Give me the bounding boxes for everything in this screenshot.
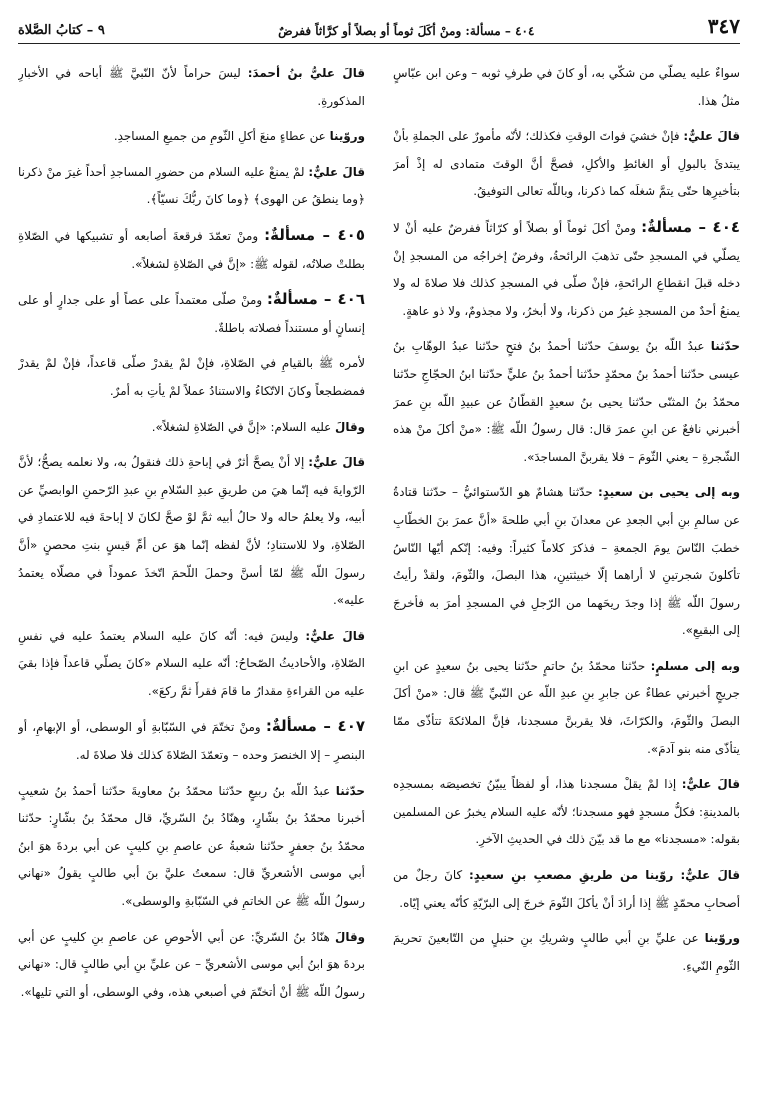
paragraph-text: عبدُ اللّه بنُ ربيعٍ حدّثنا محمّدُ بنُ معاويةَ حدّثنا أحمدُ بنُ شعيبٍ أخبرنا محمّدُ بنُ بشّارٍ، وهنّادُ بنُ السّريِّ، قال محمّدُ بنُ بشّارٍ: حدّثنا محمّدُ بنُ جعفرٍ حدّثنا شعبةُ عن عاصمِ بنِ كليبٍ عن أبي بردةَ هوَ ابنُ أبي موسى الأشعريِّ قال: سمعتُ عليَّ بنَ أبي طالبٍ يقولُ «نهاني رسولُ اللّه ﷺ عن الخاتمِ في السّبّابةِ والوسطى». (18, 783, 365, 909)
lead-phrase: حدّثنا (335, 783, 365, 798)
issue-heading: ٤٠٤ – مسألةٌ: (641, 217, 740, 236)
paragraph (18, 623, 365, 706)
lead-phrase: قالَ عليٌّ: (681, 777, 740, 792)
paragraph (393, 214, 740, 325)
lead-phrase: وروّينا (329, 129, 365, 144)
paragraph-text: لأمره ﷺ بالقيامِ في الصّلاةِ، فإنْ لمْ يقدرْ صلّى قاعداً، فإنْ لمْ يقدرْ فمضطجعاً وكانَ الاتّكاءُ والاستنادُ عملاً لمْ يأتِ به أمرٌ. (18, 356, 365, 398)
paragraph-text: كانَ رجلٌ من أصحابِ محمّدٍ ﷺ إذا أرادَ أنْ يأكلَ الثّومَ خرجَ إلى البرّيّةِ كأنّه يعني إيّاه. (393, 868, 740, 910)
paragraph-text: ومنْ تعمّدَ فرقعةَ أصابعه أو تشبيكها في الصّلاةِ بطلتْ صلاتُه، لقوله ﷺ: «إنَّ في الصّلاةِ لشغلاً». (18, 228, 365, 271)
paragraph (393, 479, 740, 645)
book-title: ٩ – كتابُ الصَّلاة (18, 23, 105, 38)
paragraph (393, 862, 740, 917)
lead-phrase: وروّينا (704, 931, 740, 946)
paragraph-text: لمْ يمنعْ عليه السلام من حضورِ المساجدِ أحداً غيرَ منْ ذكرنا ﴿وما ينطقُ عن الهوى﴾ ﴿وما كانَ ربُّكَ نسيّاً﴾. (18, 164, 365, 207)
page-header (18, 10, 740, 44)
lead-phrase: وقالَ (335, 929, 365, 944)
paragraph (18, 60, 365, 115)
lead-phrase: قالَ عليٌّ: (308, 455, 365, 470)
paragraph-text: ومنْ صلّى معتمداً على عصاً أو على جدارٍ أو على إنسانٍ أو مستنداً فصلاته باطلةٌ. (18, 293, 365, 335)
lead-phrase: حدّثنا (710, 339, 740, 354)
paragraph-text: ومنْ أكلَ ثوماً أو بصلاً أو كرّاثاً ففرضٌ عليه أنْ لا يصلّي في المسجدِ حتّى تذهبَ الرائحةُ، وفرضٌ إخراجُه من المسجدِ إنْ دخله قبلَ انقطاعِ الرائحةِ، فإنْ صلّى في المسجدِ كذلك فلا صلاةَ له ولا يمنعُ أحدٌ من المسجدِ غيرُ من ذكرنا، ولا أبخرُ، ولا مجذومٌ، ولا ذو عاهةٍ. (393, 220, 740, 318)
paragraph (393, 123, 740, 206)
paragraph (393, 771, 740, 854)
issue-heading: ٤٠٥ – مسألةٌ: (264, 225, 365, 244)
paragraph (18, 713, 365, 769)
paragraph-text: إلا أنْ يصحَّ أثرٌ في إباحةِ ذلك فنقولُ به، ولا نعلمه يصحُّ؛ لأنَّ الرّوايةَ فيه إنّما هيَ من طريقِ عبدِ السّلامِ بنِ عبدِ الرّحمنِ الوابصيِّ عن أبيه، ولا يعلمُ حاله ولا حالُ أبيه ثمَّ لوْ صحَّ لكانَ لا إباحةَ فيه للاعتمادِ في الصّلاةِ، ولا للاستنادِ؛ لأنَّ لفظه إنّما هوَ عن أمِّ قيسٍ بنتِ محصنٍ «أنَّ رسولَ اللّه ﷺ لمّا أسنَّ وحملَ اللّحمَ اتّخذَ عموداً في مصلّاه يعتمدُ عليه». (18, 455, 365, 608)
paragraph-text: حدّثنا محمّدُ بنُ حاتمٍ حدّثنا يحيى بنُ سعيدٍ عن ابنِ جريجٍ أخبرني عطاءٌ عن جابرِ بنِ عبدِ اللّه عن النّبيِّ ﷺ قال: «منْ أكلَ البصلَ والثّومَ، والكرّاثَ، فلا يقربنَّ مسجدنا، فإنَّ الملائكةَ تتأذّى ممّا يتأذّى منه بنو آدمَ». (393, 658, 740, 756)
lead-phrase: قالَ عليُّ بنُ أحمدَ: (247, 66, 365, 80)
paragraph-text: إذا لمْ يقلْ مسجدنا هذا، أو لفظاً يبيّنُ تخصيصَه بمسجدِه بالمدينةِ: فكلُّ مسجدٍ فهو مسجدنا؛ لأنّه عليه السلام يخبرُ عن المسلمين بقوله: «مسجدنا» مع ما قد بيّنَ ذلك في الحديثِ الآخرِ. (393, 777, 740, 847)
lead-phrase: وقالَ (335, 419, 365, 434)
paragraph-text: ومنْ تختّمَ في السّبّابةِ أو الوسطى، أو الإبهامِ، أو البنصرِ – إلا الخنصرَ وحده – وتعمّدَ الصّلاةَ كذلك فلا صلاةَ له. (18, 720, 365, 763)
paragraph (18, 286, 365, 342)
left-column (18, 60, 365, 1095)
paragraph-text: حدّثنا هشامٌ هو الدّستوائيُّ – حدّثنا قتادةُ عن سالمِ بنِ أبي الجعدِ عن معدانَ بنِ أبي طلحةَ «أنَّ عمرَ بنَ الخطّابِ خطبَ النّاسَ يومَ الجمعةِ – فذكرَ كلاماً كثيراً: وفيه: إنّكم أيّها النّاسُ تأكلونَ شجرتينِ لا أراهما إلّا خبيثتينِ، هذا البصلَ، والثّومَ، ولقدْ رأيتُ رسولَ اللّه ﷺ إذا وجدَ ريحَهما من الرّجلِ في المسجدِ أمرَ به فأخرجَ إلى البقيعِ». (393, 485, 740, 638)
lead-phrase: وبه إلى يحيى بن سعيدٍ: (597, 485, 740, 500)
paragraph (393, 333, 740, 471)
lead-phrase: وبه إلى مسلمٍ: (650, 658, 740, 673)
paragraph-text: هنّادُ بنُ السّريِّ: عن أبي الأحوصِ عن عاصمِ بنِ كليبٍ عن أبي بردةَ هوَ ابنُ أبي موسى الأشعريِّ – عن عليِّ بنِ أبي طالبٍ قال: «نهاني رسولُ اللّه ﷺ أنْ أتختّمَ في أصبعي هذه، وفي الوسطى، أو التي تليها». (18, 929, 365, 999)
paragraph (18, 414, 365, 442)
lead-phrase: قالَ عليٌّ: (683, 129, 740, 144)
lead-phrase: قالَ عليٌّ: (308, 164, 365, 179)
paragraph (18, 350, 365, 405)
paragraph (18, 222, 365, 278)
paragraph (393, 653, 740, 763)
paragraph (393, 925, 740, 980)
lead-phrase: قالَ عليٌّ: روّينا من طريقِ مصعبِ بنِ سعيدٍ: (469, 868, 740, 883)
paragraph (393, 60, 740, 115)
page-number: ٣٤٧ (707, 14, 740, 38)
issue-heading: ٤٠٦ – مسألةٌ: (266, 290, 365, 309)
issue-heading: ٤٠٧ – مسألةٌ: (265, 717, 365, 736)
running-title: ٤٠٤ – مسألة: ومنْ أكَلَ ثوماً أو بصلاً أو كرَّاثاً ففرضٌ (278, 24, 535, 38)
paragraph-text: عن عطاءٍ منعَ أكلِ الثّومِ من جميعِ المساجدِ. (113, 129, 326, 144)
paragraph-text: سواءٌ عليه يصلّي من شكّي به، أو كانَ في طرفِ ثوبه – وعن ابن عبّاسٍ مثلُ هذا. (393, 66, 740, 108)
paragraph (18, 778, 365, 916)
paragraph (18, 123, 365, 151)
paragraph-text: وليسَ فيه: أنّه كانَ عليه السلام يعتمدُ عليه في نفسِ الصّلاةِ، والأحاديثُ الصّحاحُ: أنّه عليه السلام «كانَ يصلّي قاعداً فإذا بقيَ عليه من القراءةِ مقدارُ ما قامَ فقرأَ ثمَّ ركعَ». (18, 628, 365, 698)
paragraph-text: عليه السلام: «إنَّ في الصّلاةِ لشغلاً». (151, 419, 332, 434)
right-column (393, 60, 740, 1095)
paragraph-text: عبدُ اللّه بنُ يوسفَ حدّثنا أحمدُ بنُ فتحٍ حدّثنا عبدُ الوهّابِ بنُ عيسى حدّثنا أحمدُ بنُ محمّدٍ حدّثنا أحمدُ بنُ عليٍّ حدّثنا ابنُ الحجّاجِ حدّثنا محمّدُ بنُ المثنّى حدّثنا يحيى بنُ سعيدٍ القطّانُ عن عبيدِ اللّه بنِ عمرَ أخبرني نافعٌ عن ابنِ عمرَ قال: قال رسولُ اللّه ﷺ: «منْ أكلَ منْ هذه الشّجرةِ – يعني الثّومَ – فلا يقربنَّ المساجدَ». (393, 339, 740, 464)
paragraph (18, 159, 365, 214)
paragraph (18, 924, 365, 1007)
paragraph-text: ليسَ حراماً لأنّ النّبيَّ ﷺ أباحه في الأخبارِ المذكورةِ. (18, 66, 365, 108)
paragraph (18, 449, 365, 615)
paragraph-text: عن عليِّ بنِ أبي طالبٍ وشريكِ بنِ حنبلٍ من التّابعينَ تحريمَ الثّومِ النّيءِ. (393, 931, 740, 973)
lead-phrase: قالَ عليٌّ: (305, 628, 365, 643)
paragraph-text: فإنْ خشيَ فواتَ الوقتِ فكذلك؛ لأنّه مأمورٌ على الجملةِ بأنْ يبتدئَ بالبولِ أو الغائطِ والأكلِ، فصحَّ أنَّ الوقتَ متمادى له إذْ أمرَ بتأخيرِها حتّى يتمَّ شغلَه كما ذكرنا، وباللّه تعالى التوفيقُ. (393, 129, 740, 199)
